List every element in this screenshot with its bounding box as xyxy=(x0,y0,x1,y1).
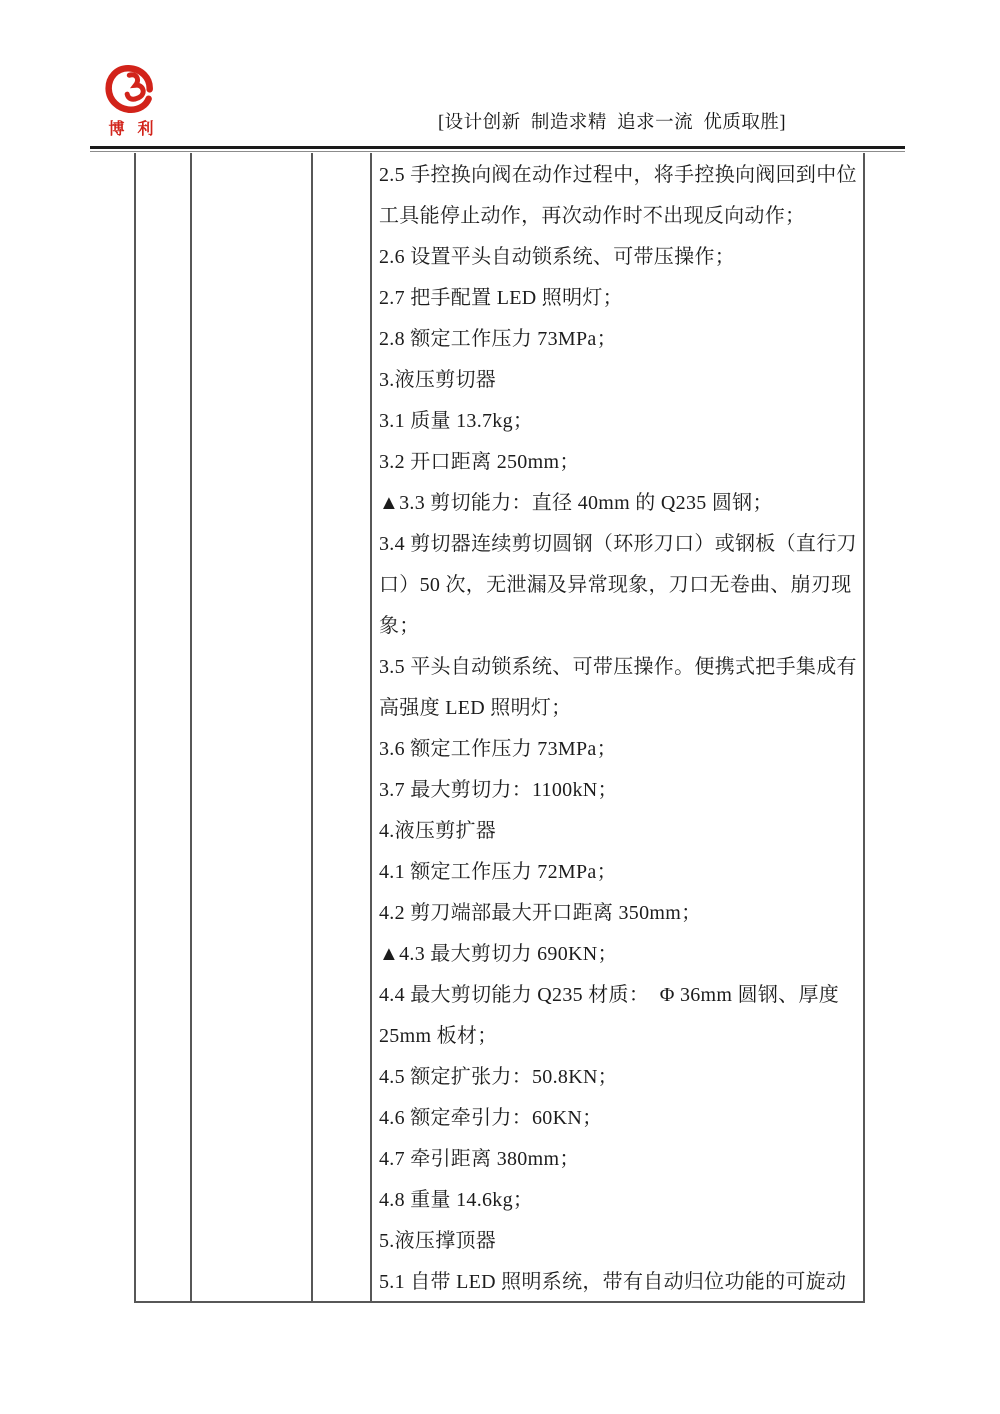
company-logo-text: 博 利 xyxy=(108,121,156,138)
boli-swirl-logo-icon xyxy=(104,62,160,118)
spec-line: 高强度 LED 照明灯； xyxy=(379,697,572,719)
spec-line: 3.5 平头自动锁系统、可带压操作。便携式把手集成有 xyxy=(379,656,857,678)
header-rule xyxy=(90,146,905,152)
spec-line: 2.5 手控换向阀在动作过程中，将手控换向阀回到中位 xyxy=(379,164,857,186)
spec-line: ▲4.3 最大剪切力 690KN； xyxy=(379,943,618,965)
spec-line: 5.液压撑顶器 xyxy=(379,1230,497,1252)
spec-table xyxy=(134,153,865,1303)
spec-line: 3.1 质量 13.7kg； xyxy=(379,410,534,432)
spec-line: 2.7 把手配置 LED 照明灯； xyxy=(379,287,623,309)
header-slogan: [设计创新 制造求精 追求一流 优质取胜] xyxy=(438,113,787,133)
spec-line: 2.8 额定工作压力 73MPa； xyxy=(379,328,617,350)
spec-line: 4.1 额定工作压力 72MPa； xyxy=(379,861,617,883)
spec-line: 4.液压剪扩器 xyxy=(379,820,497,842)
spec-line: 3.液压剪切器 xyxy=(379,369,497,391)
spec-line: 3.7 最大剪切力：1100kN； xyxy=(379,779,618,801)
table-cell-empty-1 xyxy=(136,153,192,1301)
company-logo xyxy=(101,62,163,139)
spec-line: 象； xyxy=(379,615,420,637)
spec-line: 口）50 次，无泄漏及异常现象，刀口无卷曲、崩刃现 xyxy=(379,574,852,596)
spec-line: 工具能停止动作，再次动作时不出现反向动作； xyxy=(379,205,806,227)
spec-content-cell xyxy=(372,153,863,1301)
spec-line: 25mm 板材； xyxy=(379,1025,498,1047)
spec-line: 2.6 设置平头自动锁系统、可带压操作； xyxy=(379,246,735,268)
spec-line: 3.4 剪切器连续剪切圆钢（环形刀口）或钢板（直行刀 xyxy=(379,533,857,555)
spec-line: 4.5 额定扩张力：50.8KN； xyxy=(379,1066,618,1088)
spec-line: 3.2 开口距离 250mm； xyxy=(379,451,580,473)
spec-line: 4.8 重量 14.6kg； xyxy=(379,1189,534,1211)
spec-line: ▲3.3 剪切能力：直径 40mm 的 Q235 圆钢； xyxy=(379,492,773,514)
table-cell-empty-3 xyxy=(313,153,372,1301)
spec-line: 4.7 牵引距离 380mm； xyxy=(379,1148,580,1170)
spec-line: 5.1 自带 LED 照明系统，带有自动归位功能的可旋动 xyxy=(379,1271,847,1293)
spec-line: 4.4 最大剪切能力 Q235 材质： Φ 36mm 圆钢、厚度 xyxy=(379,984,840,1006)
spec-line: 4.6 额定牵引力：60KN； xyxy=(379,1107,603,1129)
spec-line: 4.2 剪刀端部最大开口距离 350mm； xyxy=(379,902,702,924)
table-cell-empty-2 xyxy=(192,153,313,1301)
spec-line: 3.6 额定工作压力 73MPa； xyxy=(379,738,617,760)
